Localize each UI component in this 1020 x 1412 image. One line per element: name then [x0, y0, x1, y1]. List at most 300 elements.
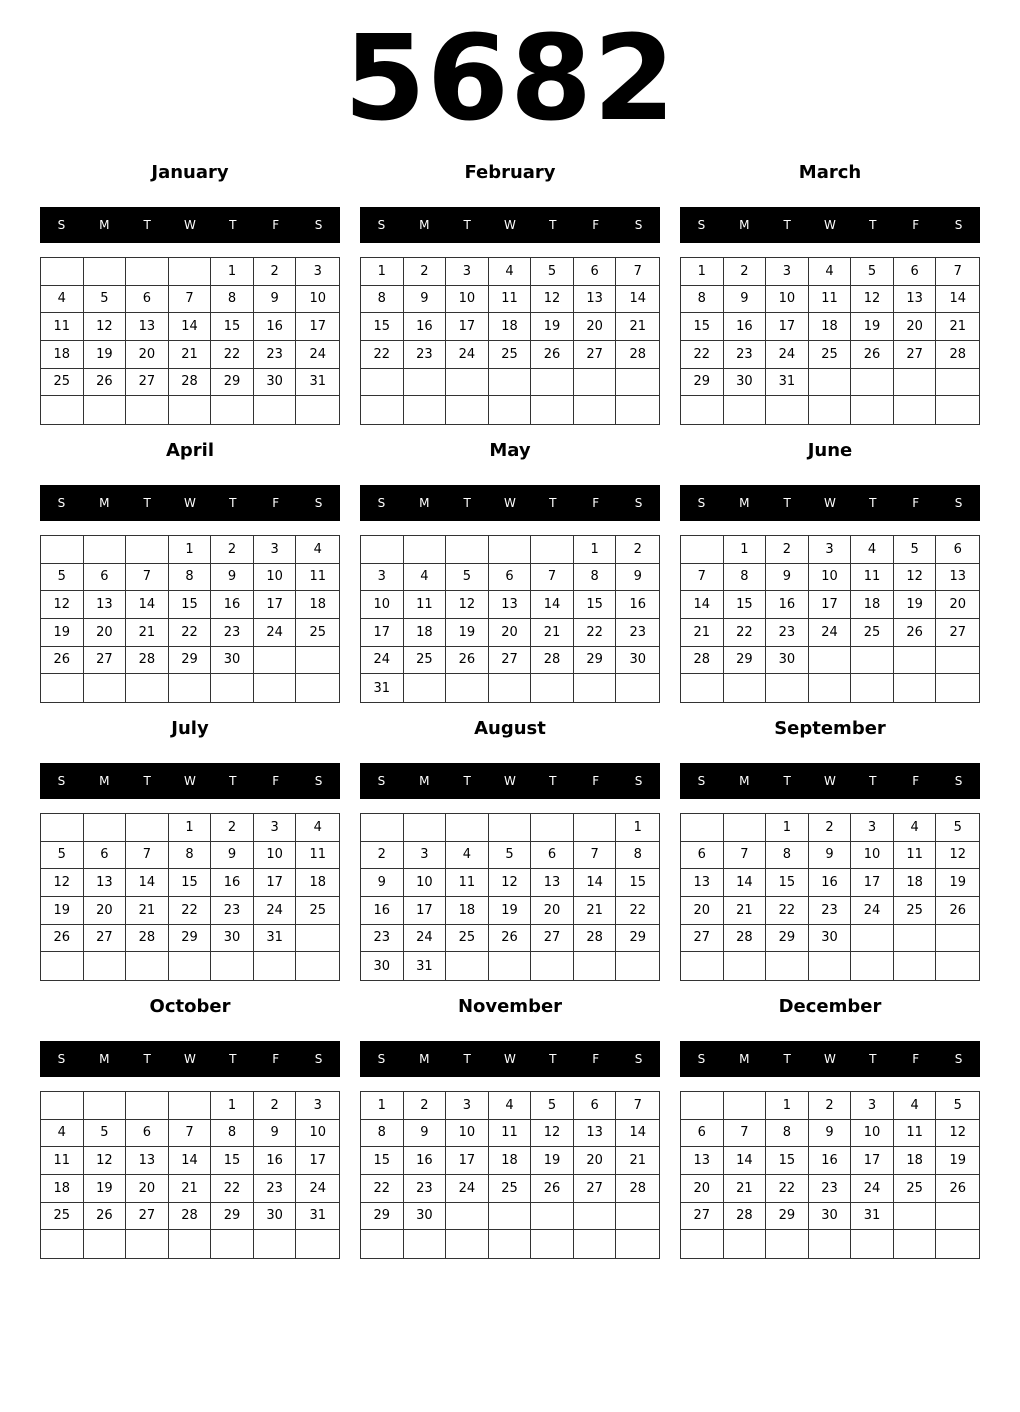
day-cell: 10	[446, 1120, 489, 1148]
day-cell: 26	[41, 647, 84, 675]
empty-day-cell	[489, 369, 532, 397]
empty-day-cell	[616, 1203, 659, 1231]
empty-day-cell	[489, 1203, 532, 1231]
empty-day-cell	[936, 1203, 979, 1231]
weekday-label: T	[229, 496, 237, 510]
day-cell: 1	[574, 536, 617, 564]
day-cell: 13	[894, 286, 937, 314]
month-march	[680, 156, 980, 426]
day-cell: 17	[446, 313, 489, 341]
empty-day-cell	[724, 674, 767, 702]
empty-day-cell	[936, 1230, 979, 1258]
empty-day-cell	[361, 536, 404, 564]
empty-day-cell	[84, 396, 127, 424]
weekday-label: F	[912, 774, 920, 788]
empty-day-cell	[531, 674, 574, 702]
months-grid	[40, 156, 980, 1260]
day-cell: 24	[851, 897, 894, 925]
day-cell: 19	[894, 591, 937, 619]
day-cell: 9	[616, 564, 659, 592]
day-cell: 24	[404, 925, 447, 953]
empty-day-cell	[894, 1203, 937, 1231]
day-cell: 20	[936, 591, 979, 619]
day-cell: 26	[84, 1203, 127, 1231]
day-cell: 20	[84, 897, 127, 925]
weekday-label: W	[504, 218, 516, 232]
empty-day-cell	[724, 814, 767, 842]
empty-day-cell	[574, 1203, 617, 1231]
day-cell: 5	[851, 258, 894, 286]
day-cell: 12	[84, 313, 127, 341]
month-february	[360, 156, 660, 426]
empty-day-cell	[296, 925, 339, 953]
day-cell: 31	[766, 369, 809, 397]
day-cell: 7	[574, 842, 617, 870]
empty-day-cell	[894, 647, 937, 675]
day-cell: 12	[84, 1147, 127, 1175]
empty-day-cell	[936, 674, 979, 702]
empty-day-cell	[211, 952, 254, 980]
day-cell: 14	[936, 286, 979, 314]
day-cell: 13	[936, 564, 979, 592]
weekday-label: T	[549, 1052, 557, 1066]
day-cell: 23	[404, 341, 447, 369]
day-cell: 29	[766, 925, 809, 953]
day-cell: 15	[169, 869, 212, 897]
empty-day-cell	[681, 536, 724, 564]
empty-day-cell	[126, 1092, 169, 1120]
day-cell: 12	[41, 591, 84, 619]
day-cell: 2	[404, 258, 447, 286]
day-cell: 30	[809, 925, 852, 953]
empty-day-cell	[531, 952, 574, 980]
day-cell: 16	[404, 1147, 447, 1175]
weekday-label: W	[824, 1052, 836, 1066]
day-cell: 13	[574, 286, 617, 314]
day-cell: 4	[446, 842, 489, 870]
month-title: May	[489, 440, 531, 461]
day-cell: 19	[531, 313, 574, 341]
weekday-label: F	[592, 218, 600, 232]
day-cell: 28	[531, 647, 574, 675]
day-cell: 13	[681, 1147, 724, 1175]
day-cell: 30	[211, 647, 254, 675]
day-cell: 8	[766, 1120, 809, 1148]
empty-day-cell	[724, 1230, 767, 1258]
weekday-label: T	[869, 774, 877, 788]
day-cell: 2	[254, 1092, 297, 1120]
empty-day-cell	[41, 674, 84, 702]
day-cell: 9	[809, 842, 852, 870]
weekday-label: M	[739, 218, 750, 232]
empty-day-cell	[894, 396, 937, 424]
day-cell: 24	[766, 341, 809, 369]
day-cell: 8	[211, 286, 254, 314]
day-cell: 1	[211, 258, 254, 286]
day-cell: 10	[851, 842, 894, 870]
month-title: January	[151, 162, 229, 183]
day-cell: 29	[616, 925, 659, 953]
day-cell: 17	[296, 313, 339, 341]
weekday-label: T	[783, 1052, 791, 1066]
day-cell: 9	[809, 1120, 852, 1148]
day-cell: 23	[254, 341, 297, 369]
day-cell: 4	[404, 564, 447, 592]
empty-day-cell	[84, 1230, 127, 1258]
day-cell: 14	[616, 1120, 659, 1148]
empty-day-cell	[531, 369, 574, 397]
empty-day-cell	[894, 1230, 937, 1258]
weekday-label: S	[697, 496, 706, 510]
day-cell: 12	[531, 286, 574, 314]
day-cell: 21	[724, 897, 767, 925]
weekday-label: M	[99, 1052, 110, 1066]
month-title: September	[774, 718, 886, 739]
day-cell: 11	[296, 564, 339, 592]
day-cell: 1	[681, 258, 724, 286]
day-cell: 26	[489, 925, 532, 953]
weekday-label: S	[314, 1052, 323, 1066]
day-grid	[360, 1091, 660, 1259]
empty-day-cell	[809, 369, 852, 397]
day-cell: 22	[211, 1175, 254, 1203]
day-cell: 31	[254, 925, 297, 953]
empty-day-cell	[169, 396, 212, 424]
day-cell: 8	[724, 564, 767, 592]
day-cell: 14	[724, 1147, 767, 1175]
day-cell: 25	[41, 1203, 84, 1231]
day-cell: 20	[574, 313, 617, 341]
day-cell: 31	[851, 1203, 894, 1231]
day-cell: 28	[724, 925, 767, 953]
day-cell: 15	[361, 313, 404, 341]
empty-day-cell	[681, 396, 724, 424]
weekday-label: S	[697, 1052, 706, 1066]
weekday-label: S	[954, 1052, 963, 1066]
month-title: November	[457, 996, 563, 1017]
weekday-label: T	[143, 1052, 151, 1066]
day-cell: 1	[724, 536, 767, 564]
day-cell: 27	[574, 341, 617, 369]
day-cell: 10	[254, 564, 297, 592]
day-cell: 4	[894, 1092, 937, 1120]
empty-day-cell	[809, 1230, 852, 1258]
day-cell: 11	[894, 842, 937, 870]
empty-day-cell	[169, 1092, 212, 1120]
day-cell: 9	[766, 564, 809, 592]
day-cell: 16	[254, 313, 297, 341]
day-cell: 31	[361, 674, 404, 702]
empty-day-cell	[894, 369, 937, 397]
day-cell: 9	[404, 286, 447, 314]
weekday-label: T	[869, 218, 877, 232]
weekday-header	[40, 207, 340, 243]
empty-day-cell	[41, 536, 84, 564]
day-cell: 7	[616, 1092, 659, 1120]
day-cell: 14	[169, 1147, 212, 1175]
day-cell: 1	[361, 1092, 404, 1120]
empty-day-cell	[851, 674, 894, 702]
day-cell: 24	[296, 341, 339, 369]
empty-day-cell	[681, 674, 724, 702]
day-cell: 7	[681, 564, 724, 592]
weekday-header	[360, 485, 660, 521]
day-cell: 28	[616, 341, 659, 369]
empty-day-cell	[851, 952, 894, 980]
empty-day-cell	[211, 674, 254, 702]
empty-day-cell	[616, 952, 659, 980]
day-cell: 6	[681, 1120, 724, 1148]
day-cell: 29	[724, 647, 767, 675]
empty-day-cell	[126, 396, 169, 424]
weekday-label: T	[143, 496, 151, 510]
day-cell: 27	[489, 647, 532, 675]
day-cell: 6	[574, 258, 617, 286]
day-cell: 19	[41, 619, 84, 647]
weekday-label: T	[549, 218, 557, 232]
day-cell: 5	[936, 1092, 979, 1120]
empty-day-cell	[41, 258, 84, 286]
empty-day-cell	[851, 1230, 894, 1258]
month-january	[40, 156, 340, 426]
day-cell: 30	[254, 1203, 297, 1231]
day-cell: 11	[41, 1147, 84, 1175]
day-cell: 8	[361, 286, 404, 314]
day-cell: 6	[489, 564, 532, 592]
day-cell: 30	[211, 925, 254, 953]
day-cell: 12	[936, 842, 979, 870]
weekday-label: M	[419, 218, 430, 232]
day-grid	[40, 1091, 340, 1259]
empty-day-cell	[169, 1230, 212, 1258]
day-cell: 12	[936, 1120, 979, 1148]
month-title: February	[464, 162, 556, 183]
weekday-label: F	[272, 774, 280, 788]
weekday-label: T	[783, 218, 791, 232]
empty-day-cell	[574, 369, 617, 397]
empty-day-cell	[724, 396, 767, 424]
day-cell: 29	[361, 1203, 404, 1231]
empty-day-cell	[296, 647, 339, 675]
day-cell: 5	[84, 286, 127, 314]
day-grid	[40, 535, 340, 703]
empty-day-cell	[936, 952, 979, 980]
day-cell: 22	[574, 619, 617, 647]
day-cell: 26	[936, 897, 979, 925]
day-cell: 11	[851, 564, 894, 592]
month-may	[360, 434, 660, 704]
weekday-label: T	[229, 1052, 237, 1066]
weekday-label: S	[954, 774, 963, 788]
empty-day-cell	[41, 1092, 84, 1120]
day-cell: 20	[681, 897, 724, 925]
day-cell: 18	[41, 341, 84, 369]
day-cell: 16	[211, 869, 254, 897]
day-cell: 24	[254, 897, 297, 925]
day-cell: 17	[851, 1147, 894, 1175]
weekday-label: W	[824, 496, 836, 510]
empty-day-cell	[84, 814, 127, 842]
day-cell: 25	[404, 647, 447, 675]
day-cell: 24	[254, 619, 297, 647]
empty-day-cell	[766, 674, 809, 702]
day-cell: 15	[681, 313, 724, 341]
day-cell: 23	[766, 619, 809, 647]
day-cell: 14	[126, 869, 169, 897]
day-cell: 16	[724, 313, 767, 341]
day-cell: 23	[724, 341, 767, 369]
day-cell: 28	[169, 369, 212, 397]
day-cell: 20	[531, 897, 574, 925]
day-cell: 27	[84, 647, 127, 675]
day-cell: 25	[894, 897, 937, 925]
day-cell: 16	[404, 313, 447, 341]
weekday-label: M	[739, 774, 750, 788]
empty-day-cell	[404, 674, 447, 702]
day-cell: 22	[361, 1175, 404, 1203]
day-cell: 17	[446, 1147, 489, 1175]
weekday-label: S	[314, 496, 323, 510]
weekday-label: T	[463, 496, 471, 510]
empty-day-cell	[531, 814, 574, 842]
day-cell: 26	[446, 647, 489, 675]
day-cell: 23	[809, 1175, 852, 1203]
day-cell: 10	[254, 842, 297, 870]
day-cell: 7	[616, 258, 659, 286]
weekday-label: S	[57, 218, 66, 232]
empty-day-cell	[446, 536, 489, 564]
day-cell: 17	[361, 619, 404, 647]
empty-day-cell	[126, 814, 169, 842]
empty-day-cell	[936, 925, 979, 953]
empty-day-cell	[724, 1092, 767, 1120]
day-cell: 28	[936, 341, 979, 369]
day-cell: 21	[169, 341, 212, 369]
empty-day-cell	[766, 952, 809, 980]
day-cell: 18	[894, 869, 937, 897]
day-cell: 18	[296, 591, 339, 619]
day-cell: 24	[446, 1175, 489, 1203]
day-cell: 4	[41, 286, 84, 314]
day-cell: 25	[296, 897, 339, 925]
day-cell: 14	[126, 591, 169, 619]
day-cell: 30	[361, 952, 404, 980]
day-cell: 28	[724, 1203, 767, 1231]
empty-day-cell	[809, 396, 852, 424]
day-cell: 4	[894, 814, 937, 842]
day-cell: 14	[169, 313, 212, 341]
empty-day-cell	[616, 674, 659, 702]
empty-day-cell	[404, 369, 447, 397]
month-title: July	[171, 718, 209, 739]
day-cell: 31	[296, 369, 339, 397]
day-cell: 2	[361, 842, 404, 870]
empty-day-cell	[254, 647, 297, 675]
weekday-label: M	[739, 1052, 750, 1066]
day-grid	[360, 257, 660, 425]
day-cell: 27	[894, 341, 937, 369]
day-cell: 1	[169, 536, 212, 564]
day-cell: 3	[446, 258, 489, 286]
empty-day-cell	[936, 396, 979, 424]
day-cell: 30	[724, 369, 767, 397]
day-cell: 15	[724, 591, 767, 619]
day-cell: 14	[574, 869, 617, 897]
day-cell: 13	[126, 313, 169, 341]
day-cell: 12	[41, 869, 84, 897]
empty-day-cell	[446, 369, 489, 397]
day-cell: 7	[169, 1120, 212, 1148]
day-cell: 24	[851, 1175, 894, 1203]
weekday-label: W	[824, 774, 836, 788]
day-cell: 9	[211, 564, 254, 592]
empty-day-cell	[616, 369, 659, 397]
empty-day-cell	[851, 396, 894, 424]
day-cell: 17	[851, 869, 894, 897]
weekday-header	[680, 485, 980, 521]
day-grid	[360, 813, 660, 981]
empty-day-cell	[446, 1203, 489, 1231]
day-cell: 22	[616, 897, 659, 925]
empty-day-cell	[489, 536, 532, 564]
day-cell: 15	[616, 869, 659, 897]
empty-day-cell	[169, 952, 212, 980]
day-cell: 21	[126, 897, 169, 925]
day-cell: 11	[809, 286, 852, 314]
day-cell: 11	[296, 842, 339, 870]
day-cell: 6	[531, 842, 574, 870]
day-cell: 3	[361, 564, 404, 592]
day-cell: 26	[84, 369, 127, 397]
empty-day-cell	[169, 258, 212, 286]
day-cell: 10	[404, 869, 447, 897]
day-cell: 3	[254, 536, 297, 564]
weekday-label: M	[739, 496, 750, 510]
weekday-label: F	[592, 496, 600, 510]
weekday-header	[360, 1041, 660, 1077]
day-cell: 30	[616, 647, 659, 675]
weekday-label: S	[57, 774, 66, 788]
day-cell: 31	[296, 1203, 339, 1231]
day-cell: 12	[489, 869, 532, 897]
day-cell: 19	[84, 341, 127, 369]
day-cell: 16	[809, 869, 852, 897]
day-cell: 22	[766, 1175, 809, 1203]
day-cell: 9	[404, 1120, 447, 1148]
empty-day-cell	[254, 674, 297, 702]
empty-day-cell	[531, 1230, 574, 1258]
empty-day-cell	[169, 674, 212, 702]
day-cell: 31	[404, 952, 447, 980]
day-cell: 29	[169, 925, 212, 953]
day-cell: 10	[766, 286, 809, 314]
day-cell: 27	[574, 1175, 617, 1203]
day-cell: 14	[724, 869, 767, 897]
empty-day-cell	[894, 925, 937, 953]
day-cell: 1	[766, 1092, 809, 1120]
empty-day-cell	[681, 1230, 724, 1258]
weekday-label: W	[184, 496, 196, 510]
day-cell: 1	[616, 814, 659, 842]
day-cell: 11	[446, 869, 489, 897]
day-cell: 14	[531, 591, 574, 619]
day-cell: 10	[809, 564, 852, 592]
empty-day-cell	[446, 952, 489, 980]
day-cell: 21	[126, 619, 169, 647]
day-cell: 7	[126, 842, 169, 870]
empty-day-cell	[41, 814, 84, 842]
day-cell: 3	[446, 1092, 489, 1120]
